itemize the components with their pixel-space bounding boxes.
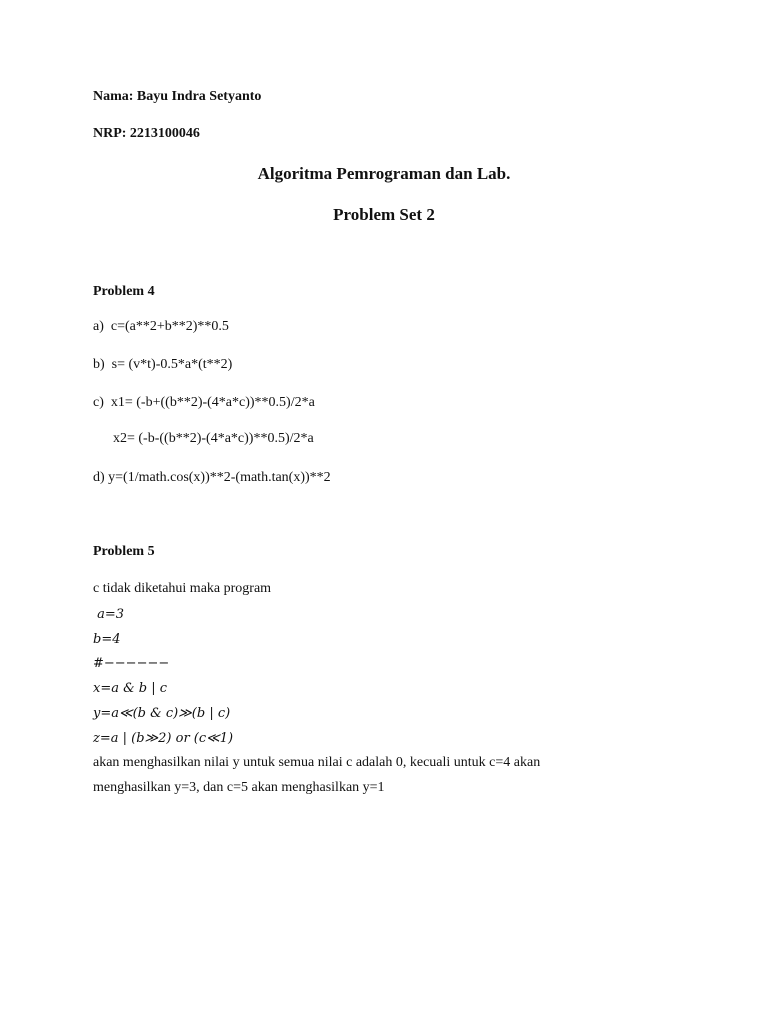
code-line-a: a=3 [93,607,125,622]
problem5-conclusion-1: akan menghasilkan nilai y untuk semua nilai c adalah 0, kecuali untuk c=4 akan [93,755,541,770]
code-line-comment: #−−−−−− [93,656,170,671]
problem5-conclusion-2: menghasilkan y=3, dan c=5 akan menghasilkan y=1 [93,780,385,795]
problem4-item-a: a) c=(a**2+b**2)**0.5 [93,319,229,334]
problem4-item-d: d) y=(1/math.cos(x))**2-(math.tan(x))**2 [93,470,331,485]
student-nrp: NRP: 2213100046 [93,126,200,141]
problem5-intro: c tidak diketahui maka program [93,581,272,596]
problem4-item-c2: x2= (-b-((b**2)-(4*a*c))**0.5)/2*a [113,431,314,446]
problem4-heading: Problem 4 [93,284,155,299]
course-title: Algoritma Pemrograman dan Lab. [257,164,511,183]
problem-set-title: Problem Set 2 [333,205,435,224]
problem5-heading: Problem 5 [93,544,155,559]
code-line-z: z=a | (b≫2) or (c≪1) [93,731,234,746]
problem4-item-c1: c) x1= (-b+((b**2)-(4*a*c))**0.5)/2*a [93,395,315,410]
code-line-y: y=a≪(b & c)≫(b | c) [93,706,231,721]
student-name: Nama: Bayu Indra Setyanto [93,89,262,104]
code-line-b: b=4 [93,632,121,647]
problem4-item-b: b) s= (v*t)-0.5*a*(t**2) [93,357,233,372]
code-line-x: x=a & b | c [93,681,168,696]
